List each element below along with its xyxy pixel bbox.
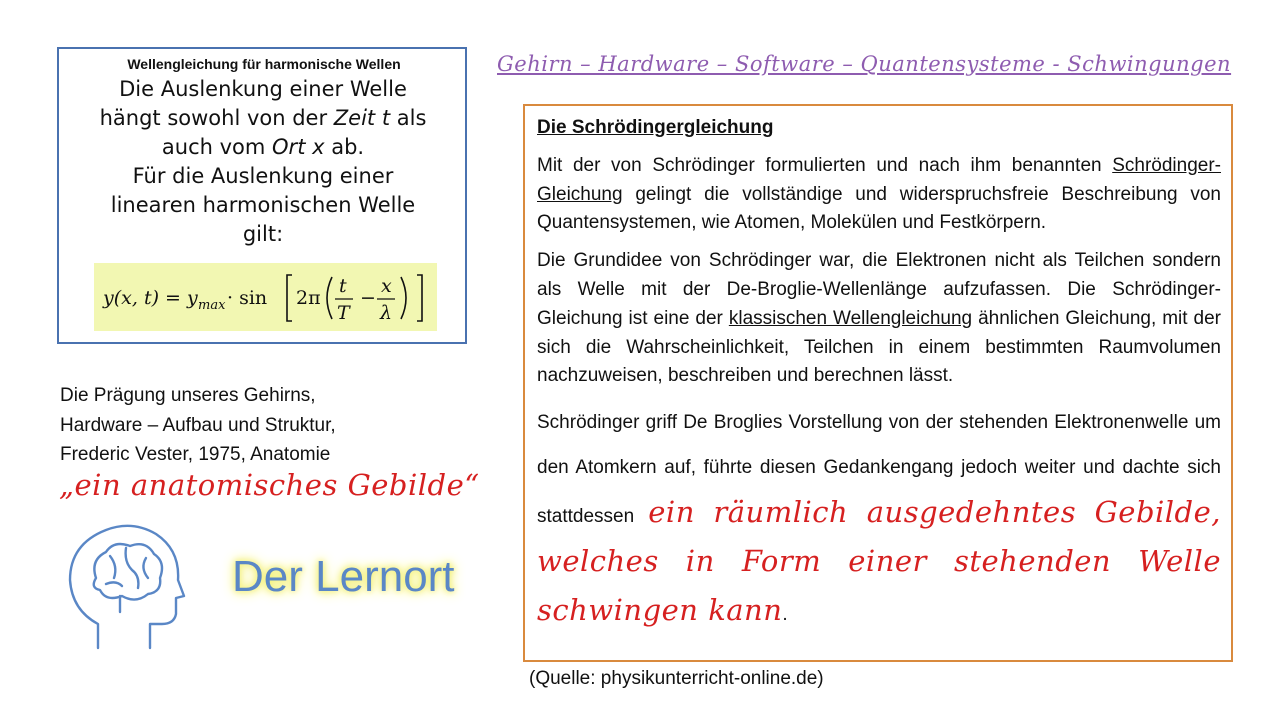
wave-box-text bbox=[65, 75, 461, 249]
wave-equation-box bbox=[57, 47, 467, 344]
schroedinger-box bbox=[523, 104, 1233, 662]
wave-line-2: hängt sowohl von der Zeit t als bbox=[99, 106, 427, 130]
wave-line-6: gilt: bbox=[242, 222, 284, 246]
der-lernort-title: Der Lernort bbox=[232, 552, 455, 601]
wave-box-title: Wellengleichung für harmonische Wellen bbox=[127, 56, 401, 72]
wave-line-4: Für die Auslenkung einer bbox=[132, 164, 394, 188]
formula-minus: − bbox=[360, 287, 376, 309]
schroedinger-title: Die Schrödingergleichung bbox=[537, 117, 774, 138]
wave-formula bbox=[94, 263, 437, 331]
wellengleichung-link[interactable]: klassischen Wellengleichung bbox=[728, 307, 973, 329]
schroedinger-gleichung-link[interactable]: Schrödinger-Gleichung bbox=[537, 154, 1221, 205]
reference-text bbox=[60, 381, 336, 470]
red-emphasis-text: ein räumlich ausgedehntes Gebilde, welches in Form einer stehenden Welle schwingen kann bbox=[537, 495, 1221, 628]
paragraph-3: Schrödinger griff De Broglies Vorstellung von der stehenden Elektronenwelle um den Atomkern auf, führte diesen Gedankengang jedoch weiter und dachte sich stattdessen ein räumlich ausgedehntes Gebilde, welches in Form einer stehenden Welle schwingen kann. bbox=[537, 412, 1221, 628]
formula-den-lambda: λ bbox=[380, 302, 393, 324]
reference-line-3: Frederic Vester, 1975, Anatomie bbox=[60, 444, 331, 465]
topic-header-link[interactable]: Gehirn – Hardware – Software – Quantensysteme - Schwingungen bbox=[497, 52, 1232, 76]
paragraph-2: Die Grundidee von Schrödinger war, die Elektronen nicht als Teilchen sondern als Welle mit der De-Broglie-Wellenlänge aufzufassen. Die Schrödinger-Gleichung ist eine der klassischen Wellengleichung ähnlichen Gleichung, mit der sich die Wahrscheinlichkeit, Teilchen in einem bestimmten Raumvolumen nachzuweisen, beschreiben und berechnen lässt. bbox=[537, 250, 1221, 387]
anatomical-quote: „ein anatomisches Gebilde“ bbox=[59, 468, 480, 502]
head-brain-icon bbox=[62, 522, 186, 655]
formula-den-T: T bbox=[337, 302, 350, 324]
wave-line-3: auch vom Ort x ab. bbox=[161, 135, 365, 159]
formula-num-x: x bbox=[381, 275, 392, 297]
formula-lhs: y(x, t) = y bbox=[103, 287, 198, 309]
reference-line-2: Hardware – Aufbau und Struktur, bbox=[60, 414, 336, 436]
formula-sin: · sin bbox=[227, 287, 268, 309]
formula-sub: max bbox=[198, 298, 226, 313]
paragraph-1: Mit der von Schrödinger formulierten und nach ihm benannten Schrödinger-Gleichung gelingt die vollständige und widerspruchsfreie Beschreibung von Quantensystemen, wie Atomen, Molekülen und Festkörpern. bbox=[537, 154, 1221, 234]
formula-two-pi: 2π bbox=[296, 287, 321, 309]
wave-line-5: linearen harmonischen Welle bbox=[110, 193, 416, 217]
wave-line-1: Die Auslenkung einer Welle bbox=[119, 77, 407, 101]
source-citation: (Quelle: physikunterricht-online.de) bbox=[529, 668, 824, 689]
reference-line-1: Die Prägung unseres Gehirns, bbox=[60, 385, 316, 406]
formula-num-t: t bbox=[339, 275, 347, 297]
